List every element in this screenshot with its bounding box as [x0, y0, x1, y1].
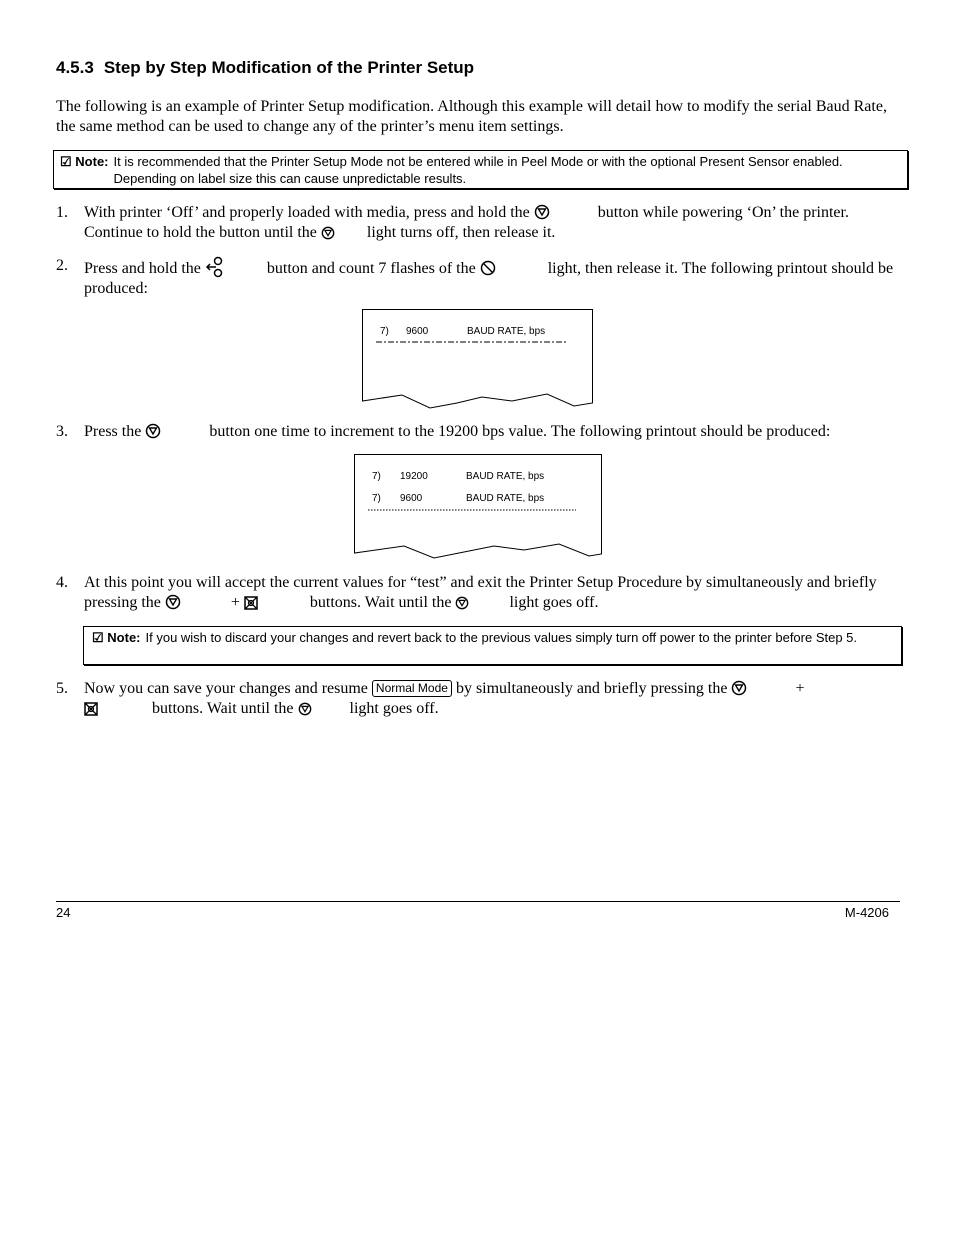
section-heading	[56, 58, 474, 78]
step-text: light turns off, then release it.	[366, 224, 556, 241]
feed-button-icon	[165, 594, 181, 610]
printout-index: 7)	[372, 471, 381, 482]
step-number: 2.	[56, 257, 68, 274]
checkbox-icon: ☑	[92, 630, 104, 645]
document-code: M-4206	[844, 905, 889, 920]
section-number: 4.5.3	[56, 58, 94, 77]
plus-sign: +	[230, 594, 240, 611]
printout-sample-2	[354, 454, 602, 560]
cancel-button-icon	[84, 702, 98, 716]
printout-label: BAUD RATE, bps	[466, 471, 545, 482]
step-text: With printer ‘Off’ and properly loaded with media, press and hold the	[84, 204, 530, 221]
step-number: 3.	[56, 423, 68, 440]
step-text: Now you can save your changes and resume	[84, 680, 368, 697]
stop-light-icon	[480, 260, 496, 276]
step-text: light, then release it. The following printout should be produced:	[84, 260, 894, 297]
step-text: light goes off.	[349, 700, 439, 717]
step-2	[56, 256, 896, 299]
note-box	[53, 150, 908, 189]
note-label: ☑ Note:	[92, 630, 141, 645]
note-text: If you wish to discard your changes and revert back to the previous values simply turn off power to the printer before Step 5.	[145, 630, 858, 645]
plus-sign: +	[795, 680, 805, 697]
page-number: 24	[56, 905, 71, 920]
cancel-button-icon	[244, 596, 258, 610]
step-3	[56, 422, 896, 442]
printout-index: 7)	[372, 493, 381, 504]
step-text: button and count 7 flashes of the	[266, 260, 476, 277]
step-number: 4.	[56, 574, 68, 591]
step-number: 5.	[56, 680, 68, 697]
printout-sample-1	[362, 309, 593, 410]
intro-paragraph: The following is an example of Printer Setup modification. Although this example will detail how to modify the serial Baud Rate, the same method can be used to change any of the printer’s menu item settings.	[56, 98, 887, 135]
feed-light-icon	[455, 596, 469, 610]
printout-label: BAUD RATE, bps	[466, 493, 545, 504]
feed-button-icon	[731, 680, 747, 696]
step-4	[56, 573, 896, 613]
printout-index: 7)	[380, 326, 389, 337]
note-box	[83, 626, 902, 665]
footer-divider	[56, 901, 900, 902]
printout-value: 19200	[400, 471, 428, 482]
feed-light-icon	[298, 702, 312, 716]
feed-button-icon	[145, 423, 161, 439]
checkbox-icon: ☑	[60, 154, 72, 169]
step-text: Press the	[84, 423, 142, 440]
step-text: buttons. Wait until the	[309, 594, 452, 611]
receipt-outline	[354, 454, 602, 560]
printout-value: 9600	[406, 326, 429, 337]
receipt-outline	[362, 309, 593, 410]
step-number: 1.	[56, 204, 68, 221]
note-text: It is recommended that the Printer Setup Mode not be entered while in Peel Mode or with the optional Present Sensor enabled. Depending on label size this can cause unpredictable results.	[113, 154, 843, 186]
note-label: ☑ Note:	[60, 154, 109, 169]
step-text: by simultaneously and briefly pressing the	[455, 680, 728, 697]
step-5	[56, 679, 896, 719]
test-button-icon	[205, 256, 227, 278]
step-text: button one time to increment to the 19200 bps value. The following printout should be produced:	[209, 423, 831, 440]
step-text: buttons. Wait until the	[152, 700, 294, 717]
printout-label: BAUD RATE, bps	[467, 326, 546, 337]
section-title: Step by Step Modification of the Printer Setup	[103, 58, 475, 77]
feed-button-icon	[534, 204, 550, 220]
step-1	[56, 203, 896, 243]
printout-value: 9600	[400, 493, 423, 504]
feed-light-icon	[321, 226, 335, 240]
step-text: Press and hold the	[84, 260, 201, 277]
step-text: At this point you will accept the current values for “test” and exit the Printer Setup Procedure by simultaneously and briefly pressing the	[84, 574, 877, 611]
step-text: light goes off.	[509, 594, 599, 611]
normal-mode-button: Normal Mode	[372, 680, 452, 697]
step-text: button while powering ‘On’ the printer. Continue to hold the button until the	[84, 204, 849, 241]
